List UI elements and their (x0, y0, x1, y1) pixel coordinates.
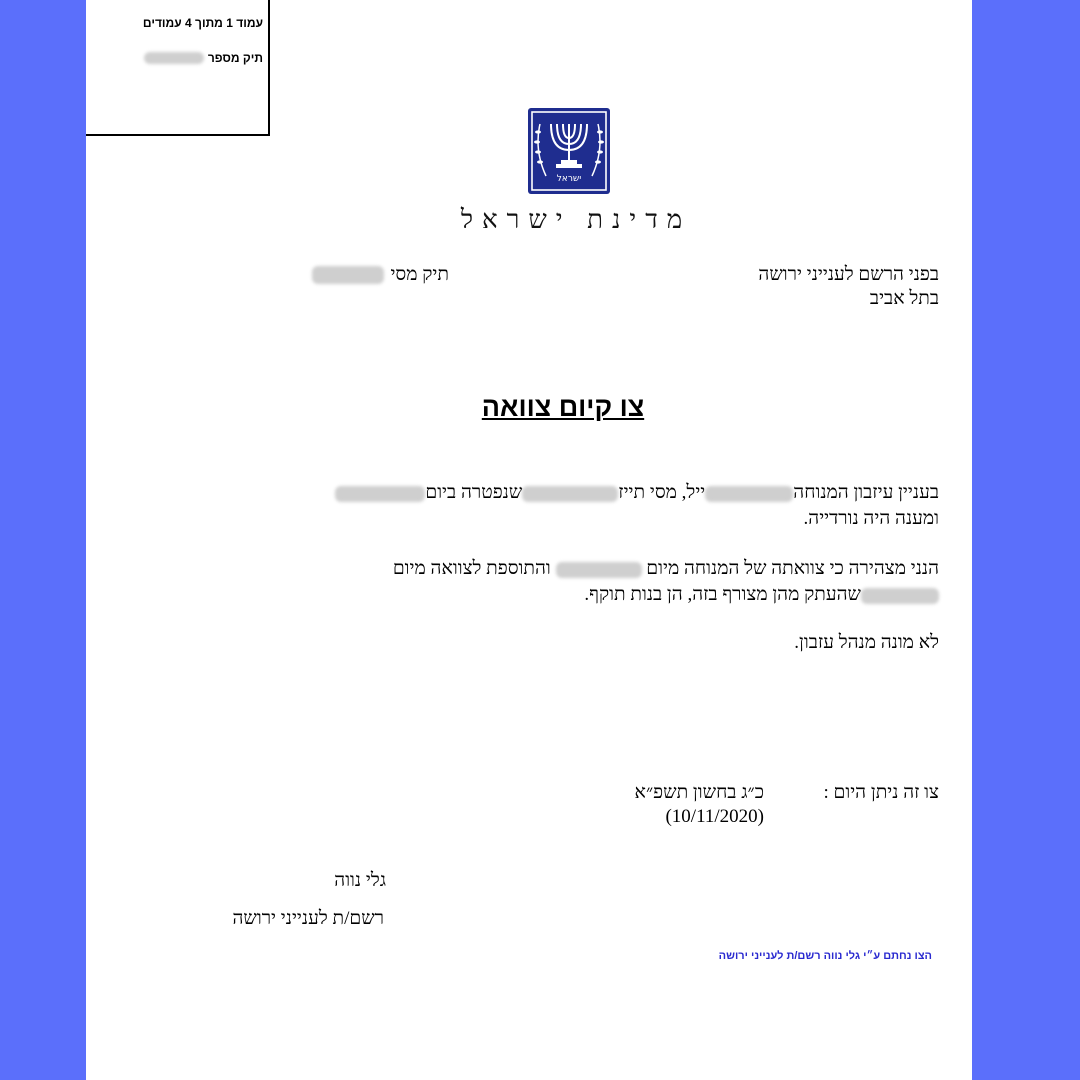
p2-line-2: שהעתק מהן מצורף בזה, הן בנות תוקף. (584, 584, 861, 605)
redacted-name (705, 486, 793, 502)
file-number-line (144, 51, 263, 65)
page-info-box (86, 0, 270, 136)
redacted-date (335, 486, 425, 502)
issued-gregorian-date: (10/11/2020) (665, 806, 764, 827)
page-count-text: עמוד 1 מתוך 4 עמודים (142, 16, 263, 30)
p1-text-c: שנפטרה ביום (425, 482, 523, 503)
state-emblem-icon (528, 108, 610, 194)
registrar-line-2: בתל אביב (869, 288, 939, 309)
issued-label: צו זה ניתן היום : (823, 782, 939, 803)
redacted-id (522, 486, 618, 502)
registrar-file-number (312, 264, 449, 286)
paragraph-2 (149, 556, 939, 608)
redacted-addendum-date (861, 588, 939, 604)
redacted-file-number (144, 52, 204, 64)
p2-text-a: הנני מצהירה כי צוואתה של המנוחה מיום (646, 558, 939, 579)
p2-text-b: והתוספת לצוואה מיום (392, 558, 551, 579)
state-name-heading: מדינת ישראל (460, 205, 692, 234)
p1-text-b: ייל, מסי תייז (618, 482, 706, 503)
p1-line-2: ומענה היה נורדייה. (803, 508, 939, 529)
emblem-caption: ישראל (556, 174, 582, 184)
p1-text-a: בעניין עיזבון המנוחה (793, 482, 939, 503)
issued-hebrew-date: כ״ג בחשון תשפ״א (634, 782, 764, 803)
paragraph-1 (139, 480, 939, 532)
signature-footnote: הצו נחתם ע״י גלי נווה רשם/ת לענייני ירושה (718, 950, 932, 962)
redacted-will-date (556, 562, 642, 578)
signatory-name: גלי נווה (334, 870, 386, 891)
document-page (86, 0, 972, 1080)
file-number-label: תיק מספר (207, 51, 263, 65)
signatory-role: רשם/ת לענייני ירושה (232, 908, 384, 929)
paragraph-3: לא מונה מנהל עזבון. (794, 632, 939, 653)
registrar-file-label: תיק מסי (390, 264, 449, 285)
registrar-line-1: בפני הרשם לענייני ירושה (758, 264, 939, 285)
redacted-registrar-file (312, 266, 384, 284)
document-title: צו קיום צוואה (481, 392, 645, 422)
